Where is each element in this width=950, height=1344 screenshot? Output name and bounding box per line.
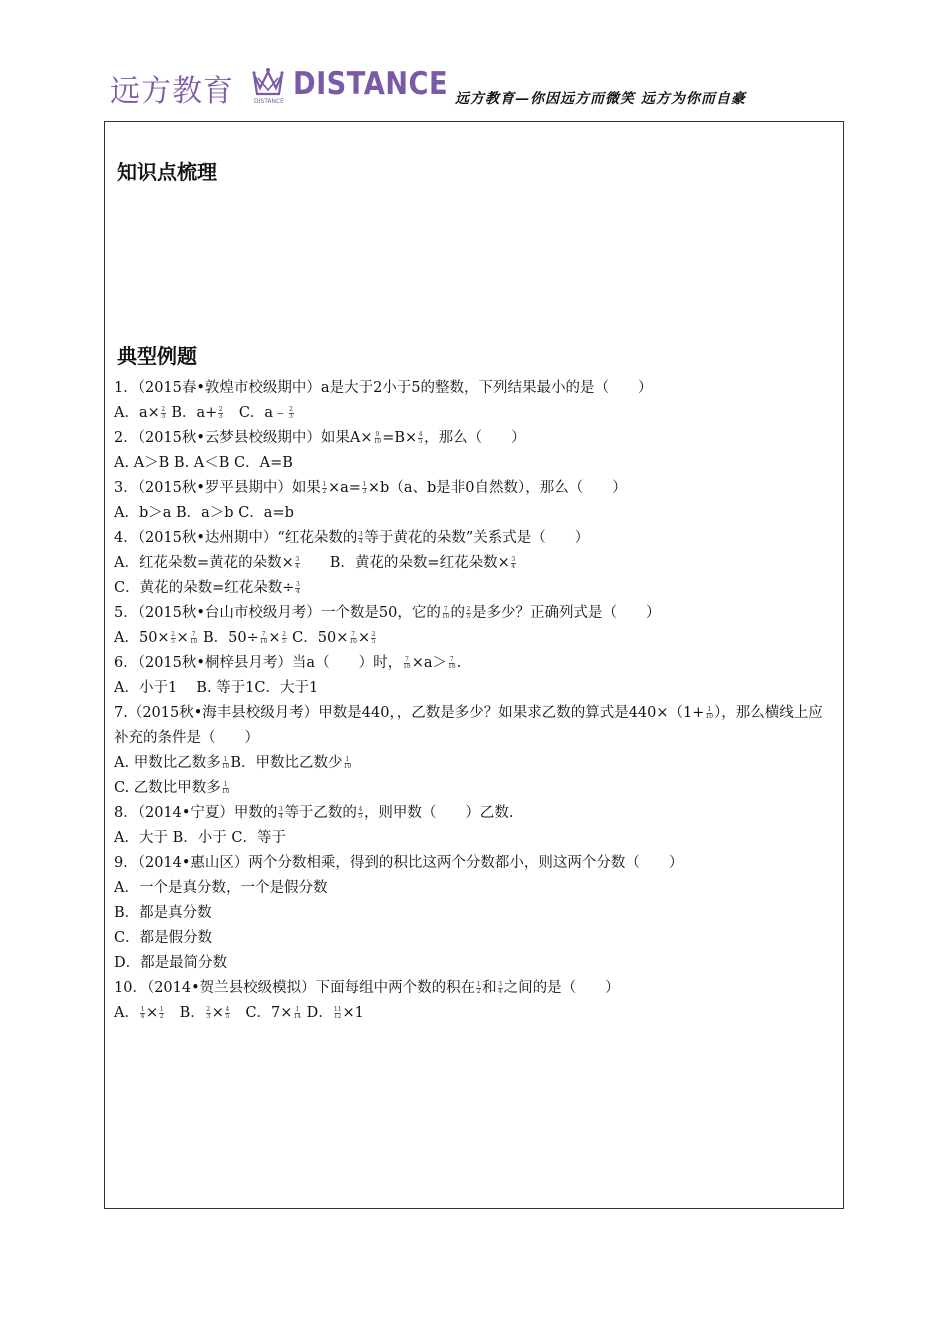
question-10-options: A． $\frac{1}{4}$ × $\frac{1}{2}$ B． $\frac{2}{3}$ × $\frac{4}{5}$ C．7× $\frac{1}{14}$ D． $\frac{11}{12}$ ×1	[114, 1005, 364, 1021]
logo-chinese: 远方教育	[110, 74, 234, 109]
question-9-option-d: D．都是最简分数	[114, 955, 228, 971]
fraction: $\frac{2}{5}$	[282, 630, 286, 645]
fraction: $\frac{7}{10}$	[259, 630, 268, 645]
fraction: $\frac{3}{4}$	[511, 555, 516, 570]
question-9: 9．（2014•惠山区）两个分数相乘，得到的积比这两个分数都小，则这两个分数（ ）	[114, 855, 684, 871]
fraction: $\frac{1}{2}$	[159, 1005, 164, 1020]
slogan: 远方教育—你因远方而微笑 远方为你而自豪	[455, 91, 746, 107]
question-7: 7.（2015秋•海丰县校级月考）甲数是440，，乙数是多少？如果求乙数的算式是440×（1+ $\frac{1}{10}$ ），那么横线上应补充的条件是（ ）	[114, 705, 823, 746]
question-5-options: A．50× $\frac{2}{5}$ × $\frac{7}{10}$ B．50÷ $\frac{7}{10}$ × $\frac{2}{5}$ C．50× $\frac{7}{10}$ × $\frac{2}{5}$	[114, 630, 376, 646]
examples-title: 典型例题	[117, 344, 197, 368]
fraction: $\frac{2}{5}$	[171, 630, 175, 645]
fraction: $\frac{4}{5}$	[225, 1005, 230, 1020]
question-1: 1．（2015春•敦煌市校级期中）a是大于2小于5的整数，下列结果最小的是（ ）	[114, 380, 653, 396]
fraction: $\frac{2}{5}$	[371, 630, 376, 645]
fraction: $\frac{2}{3}$	[289, 405, 293, 420]
fraction: $\frac{3}{4}$	[358, 530, 363, 545]
fraction: $\frac{1}{14}$	[293, 1005, 302, 1020]
fraction: $\frac{2}{3}$	[206, 1005, 211, 1020]
fraction: $\frac{1}{4}$	[140, 1005, 145, 1020]
page-header	[110, 64, 840, 108]
fraction: $\frac{1}{10}$	[221, 755, 230, 770]
question-4-option-c: C．黄花的朵数=红花朵数÷ $\frac{3}{4}$	[114, 580, 300, 596]
fraction: $\frac{4}{5}$	[418, 430, 423, 445]
question-9-option-b: B．都是真分数	[114, 905, 212, 921]
fraction: $\frac{11}{12}$	[333, 1005, 342, 1020]
fraction: $\frac{2}{3}$	[161, 405, 166, 420]
fraction: $\frac{1}{3}$	[362, 480, 367, 495]
fraction: $\frac{1}{10}$	[343, 755, 352, 770]
question-8: 8．（2014•宁夏）甲数的 $\frac{3}{4}$ 等于乙数的 $\frac{4}{5}$ ，则甲数（ ）乙数.	[114, 805, 514, 821]
question-6: 6．（2015秋•桐梓县月考）当a（ ）时， $\frac{7}{18}$ ×a＞ $\frac{7}{18}$ .	[114, 655, 462, 671]
fraction: $\frac{7}{18}$	[448, 655, 456, 670]
question-5: 5．（2015秋•台山市校级月考）一个数是50，它的 $\frac{7}{10}$ 的 $\frac{2}{5}$ 是多少？正确列式是（ ）	[114, 605, 661, 621]
fraction: $\frac{1}{2}$	[322, 480, 327, 495]
question-4: 4．（2015秋•达州期中）“红花朵数的 $\frac{3}{4}$ 等于黄花的朵数”关系式是（ ）	[114, 530, 590, 546]
question-6-options: A．小于1 B. 等于1C．大于1	[114, 680, 319, 696]
fraction: $\frac{3}{4}$	[295, 580, 300, 595]
knowledge-title: 知识点梳理	[117, 160, 217, 184]
fraction: $\frac{3}{4}$	[279, 805, 283, 820]
question-7-options-ab: A. 甲数比乙数多 $\frac{1}{10}$ B．甲数比乙数少 $\frac{1}{10}$	[114, 755, 352, 771]
fraction: $\frac{7}{18}$	[403, 655, 411, 670]
fraction: $\frac{3}{4}$	[498, 980, 503, 995]
fraction: $\frac{2}{3}$	[218, 405, 223, 420]
question-9-option-c: C．都是假分数	[114, 930, 213, 946]
fraction: $\frac{3}{4}$	[295, 555, 300, 570]
fraction: $\frac{7}{10}$	[349, 630, 357, 645]
question-list	[114, 376, 836, 1026]
fraction: $\frac{2}{5}$	[466, 605, 471, 620]
question-7-option-c: C. 乙数比甲数多 $\frac{1}{10}$	[114, 780, 230, 796]
fraction: $\frac{7}{10}$	[189, 630, 198, 645]
logo-small-text: DISTANCE	[254, 98, 284, 105]
question-4-options-ab: A．红花朵数=黄花的朵数× $\frac{3}{4}$ B．黄花的朵数=红花朵数× $\frac{3}{4}$	[114, 555, 516, 571]
question-1-options: A．a× $\frac{2}{3}$ B．a+ $\frac{2}{3}$ C．a﹣ $\frac{2}{3}$	[114, 405, 293, 421]
fraction: $\frac{7}{10}$	[441, 605, 450, 620]
question-9-option-a: A．一个是真分数，一个是假分数	[114, 880, 328, 896]
question-2-options: A. A＞B B. A＜B C．A=B	[114, 455, 293, 471]
question-2: 2．（2015秋•云梦县校级期中）如果A× $\frac{9}{10}$ =B× $\frac{4}{5}$ ，那么（ ）	[114, 430, 526, 446]
fraction: $\frac{1}{10}$	[705, 705, 714, 720]
fraction: $\frac{9}{10}$	[373, 430, 382, 445]
question-3: 3．（2015秋•罗平县期中）如果 $\frac{1}{2}$ ×a= $\frac{1}{3}$ ×b（a、b是非0自然数），那么（ ）	[114, 480, 627, 496]
question-3-options: A．b＞a B．a＞b C．a=b	[114, 505, 294, 521]
fraction: $\frac{4}{5}$	[358, 805, 363, 820]
fraction: $\frac{1}{2}$	[476, 980, 481, 995]
question-10: 10．（2014•贺兰县校级模拟）下面每组中两个数的积在 $\frac{1}{2}$ 和 $\frac{3}{4}$ 之间的是（ ）	[114, 980, 620, 996]
logo-english: DISTANCE	[293, 66, 449, 102]
question-8-options: A．大于 B．小于 C．等于	[114, 830, 286, 846]
content-frame	[104, 121, 844, 1209]
fraction: $\frac{1}{10}$	[221, 780, 230, 795]
